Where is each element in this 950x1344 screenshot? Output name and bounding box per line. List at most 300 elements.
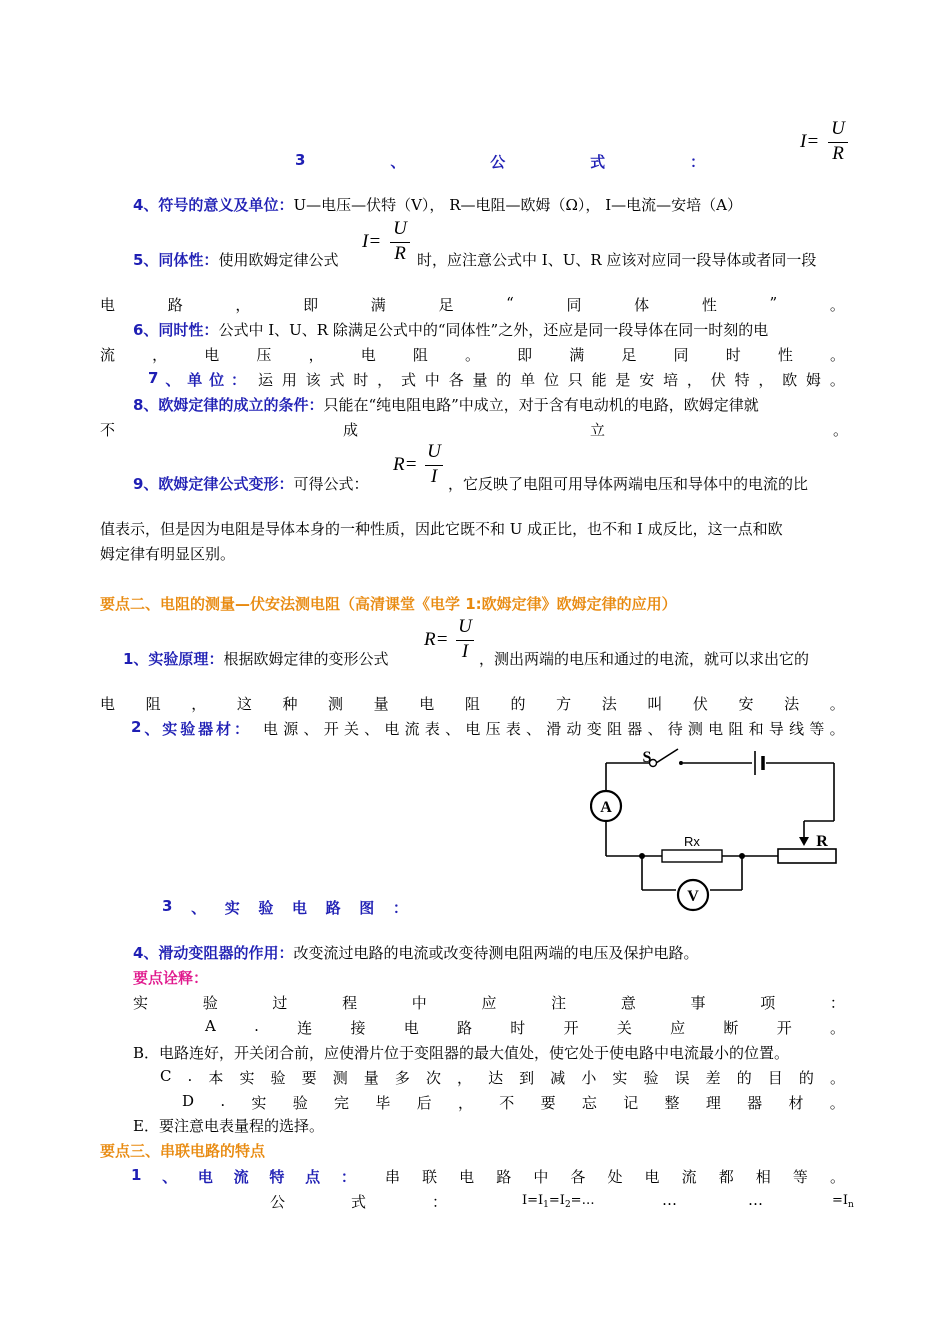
char: 验 xyxy=(643,1069,659,1087)
formula-num: U xyxy=(427,441,441,462)
circuit-diagram xyxy=(590,745,845,915)
char: 电 xyxy=(197,1168,213,1186)
char: 小 xyxy=(581,1069,597,1087)
char: 记 xyxy=(623,1094,639,1112)
char: 多 xyxy=(394,1069,410,1087)
char: 后 xyxy=(416,1094,432,1112)
formula-part: =… xyxy=(570,1193,595,1208)
formula-item5 xyxy=(362,218,412,268)
char: 整 xyxy=(664,1094,680,1112)
item-7-label xyxy=(148,369,246,390)
s2-item-2-label xyxy=(131,718,249,739)
formula-3-char-a: 公 xyxy=(490,153,506,171)
formula-den: R xyxy=(832,143,844,164)
char: 材 xyxy=(788,1094,804,1112)
char: 2 xyxy=(131,718,142,736)
char: 特 xyxy=(734,371,750,389)
char: 测 xyxy=(687,720,703,738)
item-9-line-3: 姆定律有明显区别。 xyxy=(100,545,236,563)
formula-3-char-b: 式 xyxy=(590,153,606,171)
char: 流 xyxy=(404,720,420,738)
char: 器 xyxy=(198,720,214,738)
char: 足 xyxy=(621,346,637,364)
formula-part: I=I xyxy=(522,1193,544,1208)
char: C xyxy=(160,1067,172,1085)
rheostat-label: R xyxy=(816,833,828,850)
char: 实 xyxy=(162,720,178,738)
char: 1 xyxy=(131,1166,142,1184)
junction-left xyxy=(639,853,645,859)
char: 。 xyxy=(829,720,845,738)
s3-formula-start xyxy=(522,1193,595,1210)
char: 时 xyxy=(725,346,741,364)
char: 是 xyxy=(615,371,631,389)
char: 接 xyxy=(350,1019,366,1037)
char: 、 xyxy=(364,720,380,738)
formula-num: U xyxy=(831,118,845,139)
char: 要 xyxy=(301,1069,317,1087)
item-8-label: 8、欧姆定律的成立的条件： xyxy=(133,396,324,414)
char: 实 xyxy=(239,1069,255,1087)
char: 开 xyxy=(323,720,339,738)
char: ， xyxy=(758,371,774,389)
char: 种 xyxy=(282,695,298,713)
voltmeter-label: V xyxy=(687,888,699,905)
s2-item-1-line-2 xyxy=(100,693,845,714)
char: 器 xyxy=(627,720,643,738)
char: 实 xyxy=(612,1069,628,1087)
char: 7 xyxy=(148,369,159,387)
char: 实 xyxy=(133,994,149,1012)
char: 流 xyxy=(100,346,116,364)
char: 都 xyxy=(718,1168,734,1186)
char: 位 xyxy=(209,371,225,389)
char: 特 xyxy=(269,1168,285,1186)
char: 理 xyxy=(705,1094,721,1112)
char: 验 xyxy=(180,720,196,738)
item-6-line-2 xyxy=(100,344,845,365)
item-9-label: 9、欧姆定律公式变形： xyxy=(133,475,294,493)
char: 路 xyxy=(167,296,183,314)
item-6-text: 公式中 I、U、R 除满足公式中的“同体性”之外，还应是同一段导体在同一时刻的电 xyxy=(218,321,769,339)
char: 姆 xyxy=(806,371,822,389)
char: 阻 xyxy=(145,695,161,713)
formula-3-colon: ： xyxy=(689,153,705,171)
item-8-char: 不 xyxy=(100,421,116,439)
char: 实 xyxy=(224,899,240,917)
char: 变 xyxy=(586,720,602,738)
char: 。 xyxy=(829,296,845,314)
item-8-text: 只能在“纯电阻电路”中成立，对于含有电动机的电路，欧姆定律就 xyxy=(323,396,759,414)
s2-item-1-line-1 xyxy=(123,648,388,669)
formula-3-num: 3 xyxy=(295,151,306,169)
char: 项 xyxy=(760,994,776,1012)
formula-den: I xyxy=(430,466,438,487)
item-4-text: U—电压—伏特（V）， R—电阻—欧姆（Ω）， I—电流—安培（A） xyxy=(293,196,742,214)
char: 表 xyxy=(505,720,521,738)
char: 验 xyxy=(292,1094,308,1112)
item-5-text-before: 使用欧姆定律公式 xyxy=(218,251,339,269)
notes-c xyxy=(160,1067,845,1088)
char: A xyxy=(205,1017,216,1035)
ammeter-label: A xyxy=(600,799,612,816)
item-4-label: 4、符号的意义及单位： xyxy=(133,196,294,214)
char: 应 xyxy=(481,994,497,1012)
char: ： xyxy=(431,1193,447,1211)
char: 联 xyxy=(422,1168,438,1186)
char: 。 xyxy=(464,346,480,364)
s3-item-1-label xyxy=(131,1166,356,1187)
char: 方 xyxy=(556,695,572,713)
char: 要 xyxy=(540,1094,556,1112)
char: 用 xyxy=(281,371,297,389)
char: 忘 xyxy=(581,1094,597,1112)
char: 中 xyxy=(411,994,427,1012)
char: 安 xyxy=(738,695,754,713)
formula-sub: 1 xyxy=(543,1200,549,1210)
char: 、 xyxy=(144,720,160,738)
char: 验 xyxy=(202,994,218,1012)
char: . xyxy=(254,1017,259,1035)
char: 测 xyxy=(328,695,344,713)
char: ： xyxy=(340,1168,356,1186)
char: 、 xyxy=(191,899,207,917)
char: 滑 xyxy=(546,720,562,738)
char: 中 xyxy=(533,1168,549,1186)
char: 应 xyxy=(670,1019,686,1037)
char: . xyxy=(187,1067,193,1085)
char: 开 xyxy=(776,1019,792,1037)
char: 量 xyxy=(472,371,488,389)
char: 满 xyxy=(569,346,585,364)
char: 运 xyxy=(258,371,274,389)
char: 各 xyxy=(448,371,464,389)
char: 法 xyxy=(784,695,800,713)
char: 体 xyxy=(634,296,650,314)
char: 时 xyxy=(510,1019,526,1037)
char: 导 xyxy=(768,720,784,738)
char: 表 xyxy=(424,720,440,738)
char: 和 xyxy=(748,720,764,738)
rheostat xyxy=(778,849,836,863)
resistor-label: Rx xyxy=(684,834,700,849)
char: 等 xyxy=(809,720,825,738)
section-2-title: 要点二、电阻的测量—伏安法测电阻（高清课堂《电学 1:欧姆定律》欧姆定律的应用） xyxy=(100,595,677,613)
s2-item-1-text-after: ，测出两端的电压和通过的电流，就可以求出它的 xyxy=(479,650,810,668)
char: 过 xyxy=(272,994,288,1012)
char: 。 xyxy=(829,1019,845,1037)
char: 关 xyxy=(343,720,359,738)
char: 、 xyxy=(526,720,542,738)
item-6-label: 6、同时性： xyxy=(133,321,219,339)
char: 性 xyxy=(777,346,793,364)
char: 电 xyxy=(384,720,400,738)
item-9-text-before: 可得公式： xyxy=(293,475,369,493)
item-6-line-1 xyxy=(133,319,768,340)
char: 电 xyxy=(204,346,220,364)
s3-formula-end xyxy=(832,1193,854,1210)
char: 中 xyxy=(424,371,440,389)
char: 位 xyxy=(543,371,559,389)
char: 电 xyxy=(291,899,307,917)
char: 器 xyxy=(747,1094,763,1112)
item-8-char: 立 xyxy=(590,421,606,439)
char: ， xyxy=(686,371,702,389)
s2-item-4-text: 改变流过电路的电流或改变待测电阻两端的电压及保护电路。 xyxy=(293,944,699,962)
char: 阻 xyxy=(728,720,744,738)
item-8-char: 。 xyxy=(833,421,849,439)
item-5-label: 5、同体性： xyxy=(133,251,219,269)
char: “ xyxy=(506,294,514,312)
char: 能 xyxy=(591,371,607,389)
char: ， xyxy=(457,1094,473,1112)
char: 等 xyxy=(792,1168,808,1186)
char: D xyxy=(182,1092,195,1110)
char: ， xyxy=(191,695,207,713)
formula-i-equals-u-over-r xyxy=(800,118,850,168)
char: 断 xyxy=(723,1019,739,1037)
char: 路 xyxy=(325,899,341,917)
char: 电 xyxy=(419,695,435,713)
s2-item-4-label: 4、滑动变阻器的作用： xyxy=(133,944,294,962)
char: 、 xyxy=(647,720,663,738)
formula-lhs: I= xyxy=(362,231,382,252)
char: 压 xyxy=(256,346,272,364)
char: 满 xyxy=(370,296,386,314)
char: 处 xyxy=(607,1168,623,1186)
char: 量 xyxy=(373,695,389,713)
char: 。 xyxy=(829,346,845,364)
char: 不 xyxy=(499,1094,515,1112)
char: 意 xyxy=(620,994,636,1012)
char: 性 xyxy=(701,296,717,314)
char: 、 xyxy=(162,1168,178,1186)
char: 目 xyxy=(767,1069,783,1087)
item-4 xyxy=(133,194,742,215)
s3-item-1-text xyxy=(385,1166,845,1187)
char: 程 xyxy=(342,994,358,1012)
char: 线 xyxy=(789,720,805,738)
char: 公 xyxy=(270,1193,286,1211)
formula-sub: 2 xyxy=(564,1200,571,1210)
char: 次 xyxy=(425,1069,441,1087)
char: ” xyxy=(769,294,778,312)
item-9-line-2: 值表示，但是因为电阻是导体本身的一种性质，因此它既不和 U 成正比，也不和 I 成反比，这一点和欧 xyxy=(100,520,783,538)
char: 验 xyxy=(258,899,274,917)
char: 路 xyxy=(496,1168,512,1186)
switch-blade xyxy=(656,749,678,763)
item-5-line-1 xyxy=(133,249,338,270)
switch-terminal-right xyxy=(679,761,683,765)
item-8-line-1 xyxy=(133,394,759,415)
resistor-rx xyxy=(662,850,722,862)
notes-heading xyxy=(133,992,845,1013)
char: 量 xyxy=(363,1069,379,1087)
char: 该 xyxy=(305,371,321,389)
char: ， xyxy=(377,371,393,389)
char: ： xyxy=(829,994,845,1012)
char: 差 xyxy=(705,1069,721,1087)
item-5-line-2 xyxy=(100,294,845,315)
char: 电 xyxy=(459,1168,475,1186)
char: 减 xyxy=(550,1069,566,1087)
char: 本 xyxy=(208,1069,224,1087)
char: 路 xyxy=(457,1019,473,1037)
char: 这 xyxy=(236,695,252,713)
char: 时 xyxy=(353,371,369,389)
char: 阻 xyxy=(464,695,480,713)
char: 法 xyxy=(601,695,617,713)
char: 的 xyxy=(496,371,512,389)
s2-item-3-label xyxy=(162,897,408,918)
char: 压 xyxy=(485,720,501,738)
s3-formula-dots: … xyxy=(662,1191,677,1209)
char: ， xyxy=(235,296,251,314)
char: 事 xyxy=(690,994,706,1012)
formula-lhs: R= xyxy=(424,629,449,650)
char: 流 xyxy=(233,1168,249,1186)
char: 同 xyxy=(566,296,582,314)
char: 。 xyxy=(829,1069,845,1087)
char: ， xyxy=(308,346,324,364)
char: 电 xyxy=(465,720,481,738)
formula-3-comma: 、 xyxy=(390,153,406,171)
notes-title: 要点诠释： xyxy=(133,969,209,987)
char: 电 xyxy=(644,1168,660,1186)
formula-sub: n xyxy=(848,1200,854,1210)
char: 流 xyxy=(681,1168,697,1186)
char: 伏 xyxy=(692,695,708,713)
item-7-text xyxy=(258,369,845,390)
char: 、 xyxy=(445,720,461,738)
char: 安 xyxy=(639,371,655,389)
char: 电 xyxy=(263,720,279,738)
char: 只 xyxy=(567,371,583,389)
char: 电 xyxy=(100,296,116,314)
char: ： xyxy=(230,371,246,389)
char: 单 xyxy=(520,371,536,389)
char: ： xyxy=(233,720,249,738)
char: 测 xyxy=(332,1069,348,1087)
s3-formula-dots: … xyxy=(748,1191,763,1209)
char: 阻 xyxy=(412,346,428,364)
char: 图 xyxy=(359,899,375,917)
junction-right xyxy=(739,853,745,859)
char: 。 xyxy=(829,1094,845,1112)
char: 毕 xyxy=(375,1094,391,1112)
char: 串 xyxy=(385,1168,401,1186)
char: 伏 xyxy=(710,371,726,389)
char: 开 xyxy=(563,1019,579,1037)
char: 。 xyxy=(829,1168,845,1186)
char: 3 xyxy=(162,897,173,915)
char: 注 xyxy=(551,994,567,1012)
char: 动 xyxy=(566,720,582,738)
formula-den: I xyxy=(461,641,469,662)
notes-e: E．要注意电表量程的选择。 xyxy=(133,1117,324,1135)
notes-a xyxy=(205,1017,845,1038)
char: 关 xyxy=(616,1019,632,1037)
s2-item-1-label: 1、实验原理： xyxy=(123,650,224,668)
char: 完 xyxy=(334,1094,350,1112)
s2-item-1-text-before: 根据欧姆定律的变形公式 xyxy=(223,650,389,668)
char: . xyxy=(220,1092,226,1110)
char: 点 xyxy=(305,1168,321,1186)
char: 阻 xyxy=(606,720,622,738)
slider-arrow xyxy=(799,837,809,846)
formula-lhs: R= xyxy=(393,454,418,475)
formula-s2-item1 xyxy=(424,616,476,666)
char: 欧 xyxy=(782,371,798,389)
char: 。 xyxy=(829,695,845,713)
char: 验 xyxy=(270,1069,286,1087)
s2-item-4 xyxy=(133,942,698,963)
char: 培 xyxy=(663,371,679,389)
char: 材 xyxy=(216,720,232,738)
char: 达 xyxy=(488,1069,504,1087)
char: 源 xyxy=(283,720,299,738)
char: 式 xyxy=(350,1193,366,1211)
item-9-text-after: ，它反映了电阻可用导体两端电压和导体中的电流的比 xyxy=(448,475,809,493)
char: 电 xyxy=(360,346,376,364)
char: 同 xyxy=(673,346,689,364)
char: 各 xyxy=(570,1168,586,1186)
char: ， xyxy=(152,346,168,364)
formula-num: U xyxy=(458,616,472,637)
char: 的 xyxy=(798,1069,814,1087)
formula-num: U xyxy=(393,218,407,239)
char: 相 xyxy=(755,1168,771,1186)
formula-part: =I xyxy=(548,1193,565,1208)
char: 误 xyxy=(674,1069,690,1087)
s3-formula-label xyxy=(270,1191,447,1212)
formula-3-heading xyxy=(295,151,705,172)
char: 的 xyxy=(510,695,526,713)
char: 实 xyxy=(251,1094,267,1112)
char: ： xyxy=(392,899,408,917)
char: 、 xyxy=(165,371,181,389)
char: 式 xyxy=(400,371,416,389)
s2-item-2-text xyxy=(263,718,845,739)
item-8-char: 成 xyxy=(343,421,359,439)
char: 。 xyxy=(829,371,845,389)
char: 单 xyxy=(187,371,203,389)
char: 、 xyxy=(303,720,319,738)
notes-d xyxy=(182,1092,845,1113)
char: 电 xyxy=(708,720,724,738)
char: 的 xyxy=(736,1069,752,1087)
char: 电 xyxy=(100,695,116,713)
char: 待 xyxy=(667,720,683,738)
char: 足 xyxy=(438,296,454,314)
char: 式 xyxy=(329,371,345,389)
section-3-title: 要点三、串联电路的特点 xyxy=(100,1142,266,1160)
char: 叫 xyxy=(647,695,663,713)
char: 电 xyxy=(403,1019,419,1037)
formula-item9 xyxy=(393,441,445,491)
char: 即 xyxy=(303,296,319,314)
switch-label: S xyxy=(642,749,652,766)
char: 到 xyxy=(519,1069,535,1087)
char: 即 xyxy=(517,346,533,364)
formula-part: =I xyxy=(832,1193,849,1208)
formula-den: R xyxy=(394,243,406,264)
char: ， xyxy=(457,1069,473,1087)
item-9-line-1 xyxy=(133,473,368,494)
formula-lhs: I= xyxy=(800,131,820,152)
char: 连 xyxy=(297,1019,313,1037)
notes-b: B．电路连好，开关闭合前，应使滑片位于变阻器的最大值处，使它处于使电路中电流最小的位置。 xyxy=(133,1044,790,1062)
